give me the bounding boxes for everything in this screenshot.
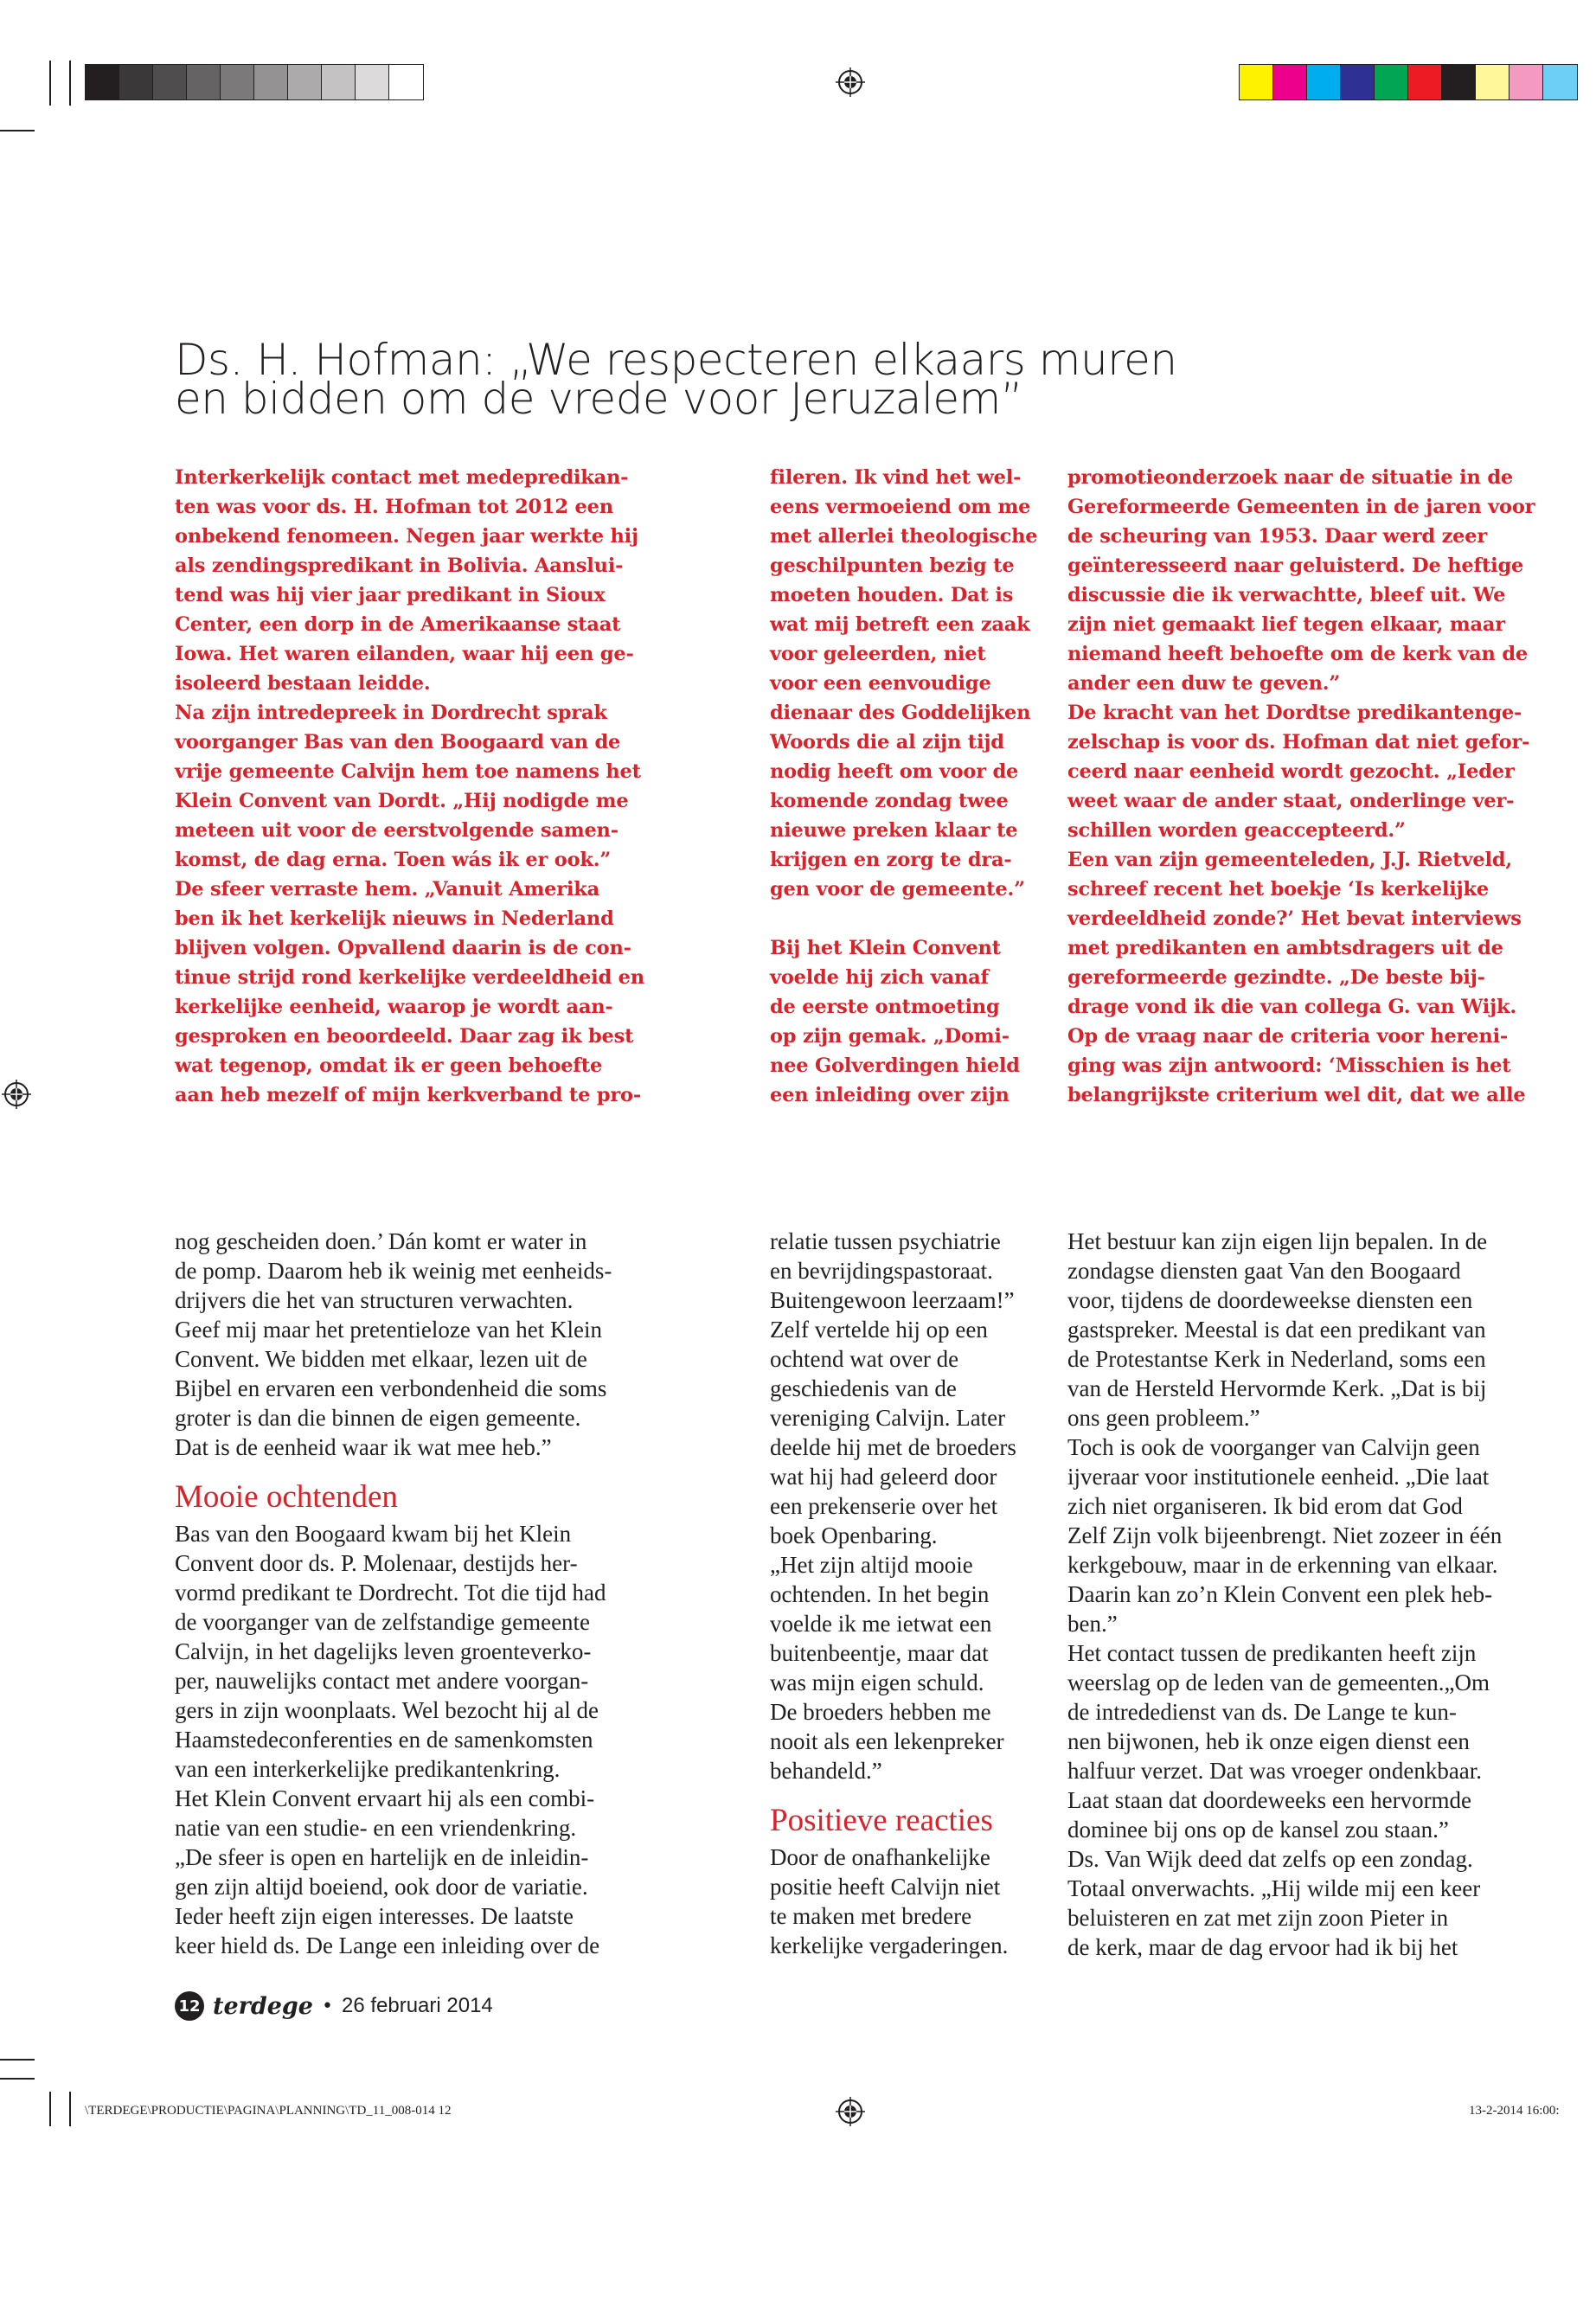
text-line: Bij het Klein Convent bbox=[770, 937, 1001, 959]
color-swatch bbox=[187, 65, 221, 99]
footer-separator: • bbox=[322, 1995, 333, 2017]
text-line: Iowa. Het waren eilanden, waar hij een ge- bbox=[175, 643, 634, 665]
text-line: behandeld.” bbox=[770, 1758, 882, 1784]
text-line: Ieder heeft zijn eigen interesses. De laatste bbox=[175, 1903, 574, 1929]
text-line: tend was hij vier jaar predikant in Sioux bbox=[175, 584, 606, 606]
crop-mark-left-bottom-inner bbox=[0, 2078, 35, 2080]
grayscale-color-bar bbox=[85, 64, 424, 100]
text-line: keer hield ds. De Lange een inleiding over de bbox=[175, 1932, 600, 1958]
color-swatch bbox=[1375, 65, 1408, 99]
text-line: komende zondag twee bbox=[770, 790, 1009, 812]
process-color-bar bbox=[1239, 64, 1578, 100]
text-line: de Protestantse Kerk in Nederland, soms een bbox=[1067, 1346, 1486, 1372]
text-line: Bijbel en ervaren een verbondenheid die soms bbox=[175, 1375, 607, 1401]
text-line: Het Klein Convent ervaart hij als een combi- bbox=[175, 1785, 595, 1811]
print-slug-path: \TERDEGE\PRODUCTIE\PAGINA\PLANNING\TD_11_008-014 12 bbox=[85, 2104, 452, 2118]
text-line: geschilpunten bezig te bbox=[770, 554, 1015, 577]
text-line: voorganger Bas van den Boogaard van de bbox=[175, 731, 621, 753]
text-line: drijvers die het van structuren verwachten. bbox=[175, 1287, 574, 1313]
color-swatch bbox=[1273, 65, 1307, 99]
title-line: en bidden om de vrede voor Jeruzalem” bbox=[175, 374, 1023, 424]
text-line: Center, een dorp in de Amerikaanse staat bbox=[175, 613, 621, 636]
text-line: van een interkerkelijke predikantenkring. bbox=[175, 1756, 561, 1782]
text-line: ons geen probleem.” bbox=[1067, 1405, 1260, 1431]
text-line: de voorganger van de zelfstandige gemeente bbox=[175, 1609, 591, 1635]
color-swatch bbox=[1307, 65, 1341, 99]
text-line: Woords die al zijn tijd bbox=[770, 731, 1004, 753]
print-slug-timestamp: 13-2-2014 16:00: bbox=[1469, 2104, 1560, 2118]
color-swatch bbox=[1476, 65, 1509, 99]
text-line: nen bijwonen, heb ik onze eigen dienst een bbox=[1067, 1728, 1470, 1754]
text-line: beluisteren en zat met zijn zoon Pieter in bbox=[1067, 1905, 1449, 1931]
crop-mark-top-left bbox=[49, 61, 51, 106]
text-line: met predikanten en ambtsdragers uit de bbox=[1067, 937, 1503, 959]
text-line: nieuwe preken klaar te bbox=[770, 819, 1018, 842]
text-line: verdeeldheid zonde?’ Het bevat interviews bbox=[1067, 907, 1522, 930]
text-line: schillen worden geaccepteerd.” bbox=[1067, 819, 1406, 842]
color-swatch bbox=[288, 65, 322, 99]
text-line: ochtenden. In het begin bbox=[770, 1581, 990, 1607]
crop-mark-left-bottom bbox=[0, 2059, 35, 2061]
text-line: Ds. Van Wijk deed dat zelfs op een zondag. bbox=[1067, 1846, 1473, 1872]
text-line: was mijn eigen schuld. bbox=[770, 1670, 984, 1695]
text-line: dominee bij ons op de kansel zou staan.” bbox=[1067, 1817, 1449, 1843]
text-line: zondagse diensten gaat Van den Boogaard bbox=[1067, 1258, 1461, 1284]
registration-mark-top-icon bbox=[836, 67, 865, 97]
text-line: ben ik het kerkelijk nieuws in Nederland bbox=[175, 907, 614, 930]
text-line: weerslag op de leden van de gemeenten.„Om bbox=[1067, 1670, 1490, 1695]
text-line: zijn niet gemaakt lief tegen elkaar, maar bbox=[1067, 613, 1505, 636]
text-line: Gereformeerde Gemeenten in de jaren voor bbox=[1067, 496, 1535, 518]
text-line: boek Openbaring. bbox=[770, 1522, 938, 1548]
text-line: wat hij had geleerd door bbox=[770, 1464, 997, 1490]
text-line: wat tegenop, omdat ik er geen behoefte bbox=[175, 1054, 603, 1077]
color-swatch bbox=[153, 65, 187, 99]
text-line: van de Hersteld Hervormde Kerk. „Dat is bij bbox=[1067, 1375, 1487, 1401]
text-line: geïnteresseerd naar geluisterd. De heftige bbox=[1067, 554, 1524, 577]
text-line: Convent door ds. P. Molenaar, destijds her- bbox=[175, 1550, 578, 1576]
text-line: discussie die ik verwachtte, bleef uit. We bbox=[1067, 584, 1506, 606]
lede-column-2 bbox=[770, 463, 1037, 1110]
text-line: eens vermoeiend om me bbox=[770, 496, 1031, 518]
text-line: de scheuring van 1953. Daar werd zeer bbox=[1067, 525, 1488, 548]
text-line: fileren. Ik vind het wel- bbox=[770, 466, 1022, 489]
title-line: Ds. H. Hofman: „We respecteren elkaars muren bbox=[175, 335, 1177, 385]
page-footer bbox=[175, 1991, 493, 2021]
text-line: nee Golverdingen hield bbox=[770, 1054, 1020, 1077]
color-swatch bbox=[1509, 65, 1543, 99]
color-swatch bbox=[1408, 65, 1442, 99]
text-line: Het bestuur kan zijn eigen lijn bepalen. In de bbox=[1067, 1228, 1488, 1254]
text-line: geschiedenis van de bbox=[770, 1375, 957, 1401]
text-line: gers in zijn woonplaats. Wel bezocht hij al de bbox=[175, 1697, 599, 1723]
text-line: Dat is de eenheid waar ik wat mee heb.” bbox=[175, 1434, 552, 1460]
text-line: Totaal onverwachts. „Hij wilde mij een keer bbox=[1067, 1875, 1481, 1901]
text-line: isoleerd bestaan leidde. bbox=[175, 672, 431, 695]
text-line: Het contact tussen de predikanten heeft zijn bbox=[1067, 1640, 1477, 1666]
crop-mark-left-top bbox=[0, 130, 35, 131]
text-line: Daarin kan zo’n Klein Convent een plek heb- bbox=[1067, 1581, 1493, 1607]
text-line: ben.” bbox=[1067, 1611, 1118, 1637]
text-line: belangrijkste criterium wel dit, dat we alle bbox=[1067, 1084, 1526, 1106]
text-line: „De sfeer is open en hartelijk en de inleidin- bbox=[175, 1844, 589, 1870]
text-line: een prekenserie over het bbox=[770, 1493, 998, 1519]
text-line: op zijn gemak. „Domi- bbox=[770, 1025, 1010, 1048]
color-swatch bbox=[322, 65, 356, 99]
text-line: „Het zijn altijd mooie bbox=[770, 1552, 973, 1578]
text-line: Buitengewoon leerzaam!” bbox=[770, 1287, 1015, 1313]
text-line: zich niet organiseren. Ik bid erom dat God bbox=[1067, 1493, 1463, 1519]
body-block bbox=[770, 1843, 1016, 1960]
color-swatch bbox=[254, 65, 288, 99]
color-swatch bbox=[1240, 65, 1273, 99]
text-line: voelde ik me ietwat een bbox=[770, 1611, 992, 1637]
body-column-3 bbox=[1067, 1227, 1502, 1962]
color-swatch bbox=[86, 65, 119, 99]
text-line: nodig heeft om voor de bbox=[770, 760, 1019, 783]
color-swatch bbox=[356, 65, 389, 99]
text-line: positie heeft Calvijn niet bbox=[770, 1874, 1001, 1900]
text-line: zelschap is voor ds. Hofman dat niet gefor- bbox=[1067, 731, 1530, 753]
text-line: komst, de dag erna. Toen wás ik er ook.” bbox=[175, 849, 612, 871]
text-line: Geef mij maar het pretentieloze van het Klein bbox=[175, 1317, 603, 1343]
color-swatch bbox=[1341, 65, 1375, 99]
text-line: blijven volgen. Opvallend daarin is de con- bbox=[175, 937, 631, 959]
text-line: de kerk, maar de dag ervoor had ik bij het bbox=[1067, 1934, 1458, 1960]
text-line: promotieonderzoek naar de situatie in de bbox=[1067, 466, 1513, 489]
color-swatch bbox=[1543, 65, 1577, 99]
text-line: ten was voor ds. H. Hofman tot 2012 een bbox=[175, 496, 613, 518]
text-line: Laat staan dat doordeweeks een hervormde bbox=[1067, 1787, 1472, 1813]
registration-mark-left-icon bbox=[2, 1080, 31, 1109]
text-line: niemand heeft behoefte om de kerk van de bbox=[1067, 643, 1528, 665]
text-line: en bevrijdingspastoraat. bbox=[770, 1258, 993, 1284]
text-line: ging was zijn antwoord: ‘Misschien is het bbox=[1067, 1054, 1511, 1077]
text-line: tinue strijd rond kerkelijke verdeeldheid en bbox=[175, 966, 644, 989]
lede-column-3 bbox=[1067, 463, 1535, 1110]
text-line: weet waar de ander staat, onderlinge ver- bbox=[1067, 790, 1515, 812]
text-line: voor, tijdens de doordeweekse diensten een bbox=[1067, 1287, 1473, 1313]
text-line: Bas van den Boogaard kwam bij het Klein bbox=[175, 1521, 572, 1547]
text-line: per, nauwelijks contact met andere voorgan- bbox=[175, 1668, 589, 1694]
text-line: aan heb mezelf of mijn kerkverband te pro- bbox=[175, 1084, 641, 1106]
text-line: te maken met bredere bbox=[770, 1903, 972, 1929]
color-swatch bbox=[221, 65, 254, 99]
text-line: relatie tussen psychiatrie bbox=[770, 1228, 1001, 1254]
text-line: natie van een studie- en een vriendenkring. bbox=[175, 1815, 577, 1841]
text-line: gesproken en beoordeeld. Daar zag ik best bbox=[175, 1025, 634, 1048]
text-line: voor geleerden, niet bbox=[770, 643, 986, 665]
text-line: vormd predikant te Dordrecht. Tot die tijd had bbox=[175, 1580, 606, 1606]
text-line: Een van zijn gemeenteleden, J.J. Rietveld, bbox=[1067, 849, 1512, 871]
text-line: groter is dan die binnen de eigen gemeente. bbox=[175, 1405, 581, 1431]
text-line: Interkerkelijk contact met medepredikan- bbox=[175, 466, 629, 489]
text-line: kerkelijke vergaderingen. bbox=[770, 1932, 1009, 1958]
text-line: vrije gemeente Calvijn hem toe namens het bbox=[175, 760, 641, 783]
body-block bbox=[770, 1227, 1016, 1785]
color-swatch bbox=[119, 65, 153, 99]
text-line: schreef recent het boekje ‘Is kerkelijke bbox=[1067, 878, 1489, 901]
body-column-1 bbox=[175, 1227, 612, 1960]
text-line: krijgen en zorg te dra- bbox=[770, 849, 1012, 871]
text-line: voelde hij zich vanaf bbox=[770, 966, 989, 989]
article-title bbox=[175, 335, 1429, 424]
text-line: dienaar des Goddelijken bbox=[770, 702, 1031, 724]
crop-mark-bottom-left-inner bbox=[69, 2092, 71, 2126]
text-line: Na zijn intredepreek in Dordrecht sprak bbox=[175, 702, 607, 724]
text-line: ander een duw te geven.” bbox=[1067, 672, 1341, 695]
text-line: deelde hij met de broeders bbox=[770, 1434, 1016, 1460]
text-line: Op de vraag naar de criteria voor hereni- bbox=[1067, 1025, 1509, 1048]
issue-date: 26 februari 2014 bbox=[341, 1994, 493, 2017]
text-line: nog gescheiden doen.’ Dán komt er water in bbox=[175, 1228, 587, 1254]
text-line: Toch is ook de voorganger van Calvijn geen bbox=[1067, 1434, 1480, 1460]
body-block bbox=[175, 1227, 612, 1462]
paragraph-gap bbox=[770, 904, 1037, 933]
body-column-2 bbox=[770, 1227, 1016, 1960]
text-line: wat mij betreft een zaak bbox=[770, 613, 1030, 636]
text-line: kerkgebouw, maar in de erkenning van elkaar. bbox=[1067, 1552, 1498, 1578]
text-line: de eerste ontmoeting bbox=[770, 996, 1000, 1018]
color-swatch bbox=[1442, 65, 1476, 99]
text-line: gen voor de gemeente.” bbox=[770, 878, 1025, 901]
text-line: onbekend fenomeen. Negen jaar werkte hij bbox=[175, 525, 638, 548]
text-line: buitenbeentje, maar dat bbox=[770, 1640, 989, 1666]
text-line: Door de onafhankelijke bbox=[770, 1844, 990, 1870]
body-block bbox=[175, 1519, 612, 1960]
text-line: ijveraar voor institutionele eenheid. „Die laat bbox=[1067, 1464, 1490, 1490]
text-line: De broeders hebben me bbox=[770, 1699, 991, 1725]
text-line: halfuur verzet. Dat was vroeger ondenkbaar. bbox=[1067, 1758, 1483, 1784]
text-line: met allerlei theologische bbox=[770, 525, 1038, 548]
text-line: als zendingspredikant in Bolivia. Aanslui- bbox=[175, 554, 624, 577]
text-line: Calvijn, in het dagelijks leven groenteverko- bbox=[175, 1638, 592, 1664]
text-line: gereformeerde gezindte. „De beste bij- bbox=[1067, 966, 1485, 989]
text-line: Klein Convent van Dordt. „Hij nodigde me bbox=[175, 790, 629, 812]
text-line: de pomp. Daarom heb ik weinig met eenheids- bbox=[175, 1258, 612, 1284]
lede-column-1 bbox=[175, 463, 644, 1110]
text-line: Zelf Zijn volk bijeenbrengt. Niet zozeer in één bbox=[1067, 1522, 1503, 1548]
text-line: de intrededienst van ds. De Lange te kun- bbox=[1067, 1699, 1457, 1725]
text-line: vereniging Calvijn. Later bbox=[770, 1405, 1006, 1431]
crop-mark-bottom-left bbox=[49, 2092, 51, 2126]
text-line: Convent. We bidden met elkaar, lezen uit de bbox=[175, 1346, 587, 1372]
text-line: De sfeer verraste hem. „Vanuit Amerika bbox=[175, 878, 600, 901]
subhead-mooie-ochtenden: Mooie ochtenden bbox=[175, 1479, 398, 1515]
text-line: voor een eenvoudige bbox=[770, 672, 991, 695]
subhead-positieve-reacties: Positieve reacties bbox=[770, 1803, 993, 1838]
page-number-badge: 12 bbox=[175, 1991, 204, 2021]
text-line: De kracht van het Dordtse predikantenge- bbox=[1067, 702, 1522, 724]
text-line: gen zijn altijd boeiend, ook door de variatie. bbox=[175, 1874, 588, 1900]
text-line: een inleiding over zijn bbox=[770, 1084, 1010, 1106]
text-line: Haamstedeconferenties en de samenkomsten bbox=[175, 1727, 593, 1753]
text-line: kerkelijke eenheid, waarop je wordt aan- bbox=[175, 996, 613, 1018]
brand-logo: terdege bbox=[213, 1992, 313, 2020]
text-line: Zelf vertelde hij op een bbox=[770, 1317, 988, 1343]
text-line: ceerd naar eenheid wordt gezocht. „Ieder bbox=[1067, 760, 1515, 783]
registration-mark-bottom-icon bbox=[836, 2097, 865, 2126]
text-line: drage vond ik die van collega G. van Wijk. bbox=[1067, 996, 1517, 1018]
color-swatch bbox=[389, 65, 423, 99]
text-line: ochtend wat over de bbox=[770, 1346, 959, 1372]
text-line: meteen uit voor de eerstvolgende samen- bbox=[175, 819, 619, 842]
text-line: gastspreker. Meestal is dat een predikant van bbox=[1067, 1317, 1486, 1343]
text-line: moeten houden. Dat is bbox=[770, 584, 1014, 606]
crop-mark-top-left-inner bbox=[69, 61, 71, 106]
text-line: nooit als een lekenpreker bbox=[770, 1728, 1004, 1754]
